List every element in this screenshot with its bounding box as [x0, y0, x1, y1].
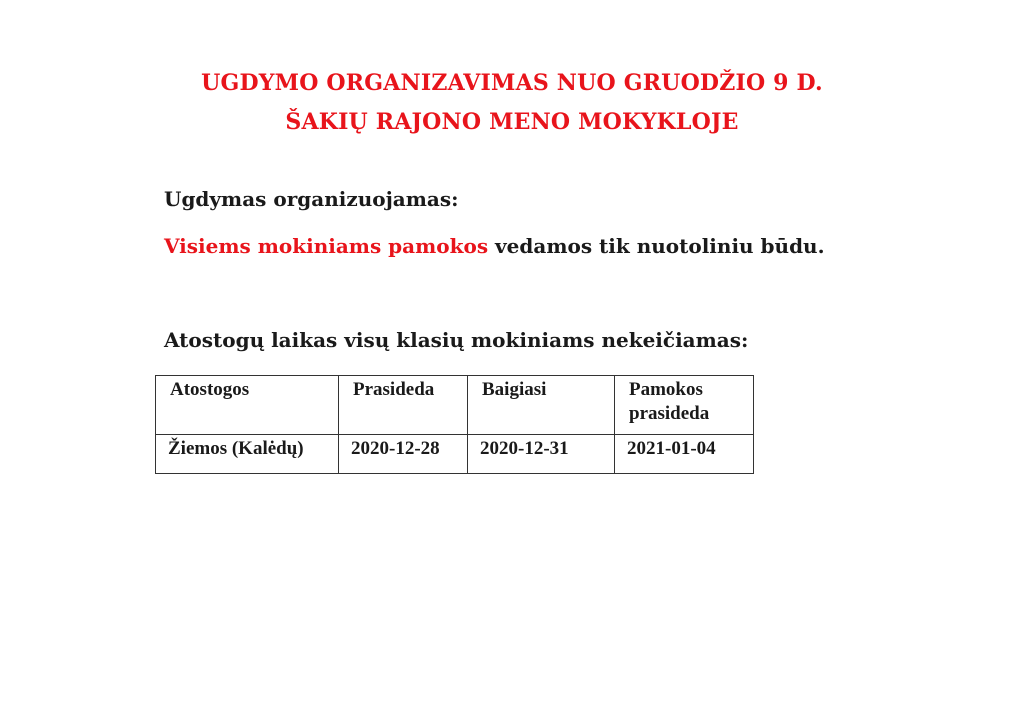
holidays-intro-text: Atostogų laikas visų klasių mokiniams nekeičiamas:	[164, 328, 749, 352]
remote-rest: vedamos tik nuotoliniu būdu.	[488, 234, 825, 258]
cell-holiday-name: Žiemos (Kalėdų)	[156, 435, 339, 474]
header-cell-ends: Baigiasi	[468, 376, 615, 435]
intro-text: Ugdymas organizuojamas:	[164, 187, 459, 211]
cell-start-date: 2020-12-28	[339, 435, 468, 474]
header-cell-holiday: Atostogos	[156, 376, 339, 435]
cell-end-date: 2020-12-31	[468, 435, 615, 474]
header-cell-starts: Prasideda	[339, 376, 468, 435]
cell-lessons-start-date: 2021-01-04	[615, 435, 754, 474]
header-cell-lessons-line-1: Pamokos	[629, 379, 703, 400]
remote-learning-text	[164, 234, 825, 258]
remote-highlight: Visiems mokiniams pamokos	[164, 234, 489, 258]
header-cell-lessons-line-2: prasideda	[629, 403, 710, 424]
table-row	[156, 435, 754, 474]
document-title-line-2: ŠAKIŲ RAJONO MENO MOKYKLOJE	[285, 109, 739, 135]
document-title-line-1: UGDYMO ORGANIZAVIMAS NUO GRUODŽIO 9 D.	[201, 70, 823, 96]
holidays-table	[155, 375, 754, 474]
table-header-row	[156, 376, 754, 435]
header-cell-lessons-start	[615, 376, 754, 435]
